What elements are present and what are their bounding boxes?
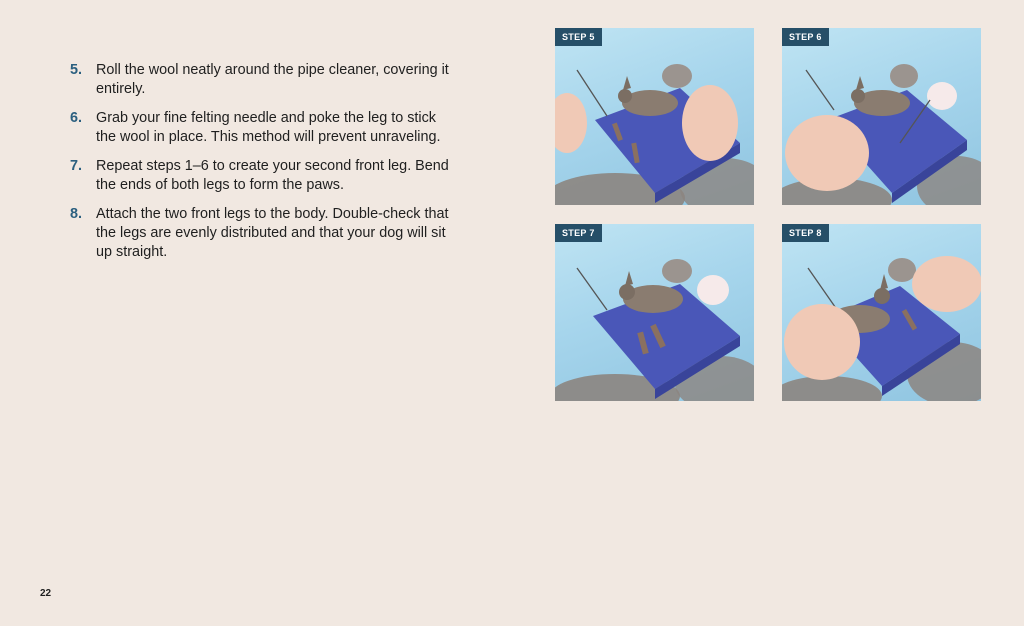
step-5-illustration [555, 28, 754, 205]
step-number: 5. [70, 62, 83, 78]
page-number: 22 [40, 588, 52, 599]
step-number: 7. [70, 158, 83, 174]
step-6-illustration [782, 28, 981, 205]
step-8-photo [782, 224, 981, 401]
instruction-step-7 [70, 157, 450, 195]
step-number: 6. [70, 110, 83, 126]
instruction-step-5 [70, 61, 450, 99]
step-5-photo [555, 28, 754, 205]
step-text: Repeat steps 1–6 to create your second front leg. Bend the ends of both legs to form the paws. [96, 158, 449, 193]
instruction-step-6 [70, 109, 450, 147]
step-7-tag: STEP 7 [555, 224, 602, 242]
step-text: Roll the wool neatly around the pipe cleaner, covering it entirely. [96, 62, 449, 97]
step-text: Grab your fine felting needle and poke the leg to stick the wool in place. This method will prevent unraveling. [96, 110, 441, 145]
step-8-tag: STEP 8 [782, 224, 829, 242]
step-7-illustration [555, 224, 754, 401]
instruction-step-8 [70, 205, 450, 262]
step-6-photo [782, 28, 981, 205]
step-7-photo [555, 224, 754, 401]
step-number: 8. [70, 206, 83, 222]
step-text: Attach the two front legs to the body. Double-check that the legs are evenly distributed and that your dog will sit up straight. [96, 206, 449, 260]
step-5-tag: STEP 5 [555, 28, 602, 46]
step-6-tag: STEP 6 [782, 28, 829, 46]
step-8-illustration [782, 224, 981, 401]
instruction-list [70, 61, 450, 272]
